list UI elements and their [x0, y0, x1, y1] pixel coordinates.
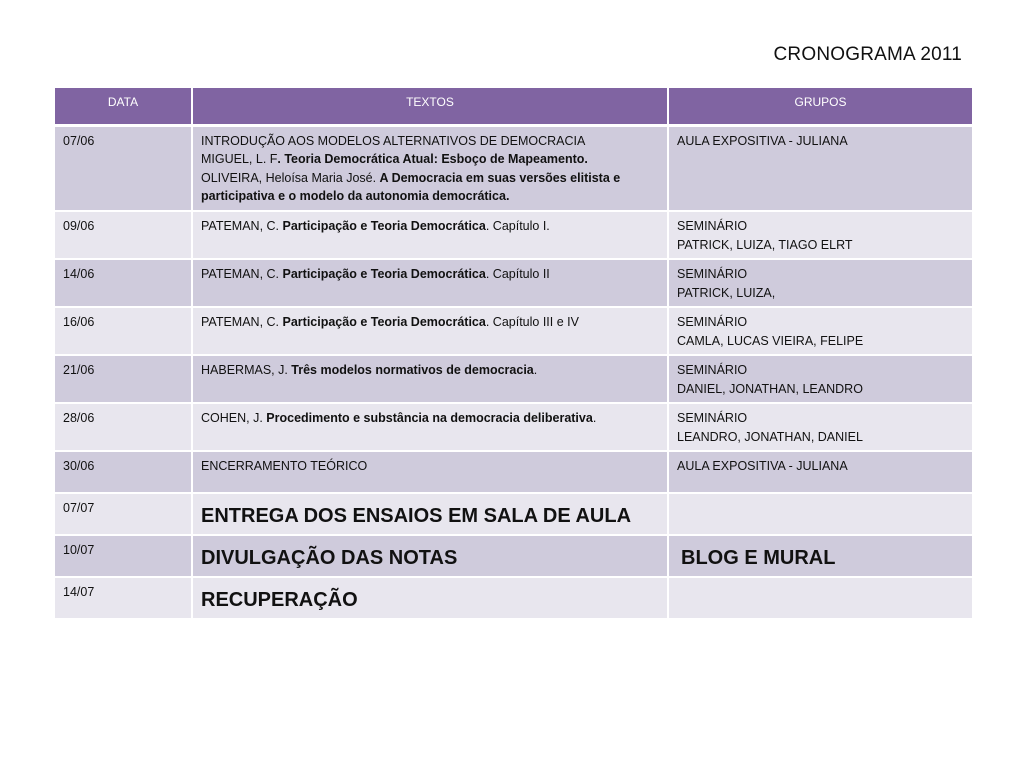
groups-cell — [668, 125, 973, 211]
header-date: DATA — [54, 87, 192, 125]
texts-cell — [192, 211, 668, 259]
texts-cell — [192, 355, 668, 403]
header-row — [54, 87, 973, 125]
group-line: AULA EXPOSITIVA - JULIANA — [677, 459, 848, 473]
groups-cell — [668, 259, 973, 307]
group-line: SEMINÁRIO — [677, 315, 748, 329]
date-cell: 07/07 — [54, 493, 192, 535]
group-line: DANIEL, JONATHAN, LEANDRO — [677, 381, 863, 396]
text-highlight: RECUPERAÇÃO — [201, 589, 358, 611]
text-suffix: . Capítulo III e IV — [485, 315, 579, 329]
text-suffix: . Capítulo I. — [485, 219, 550, 233]
text-highlight: DIVULGAÇÃO DAS NOTAS — [201, 547, 458, 569]
text-title: Três modelos normativos de democracia — [291, 363, 534, 377]
text-author: MIGUEL, L. F — [201, 152, 278, 166]
groups-cell — [668, 403, 973, 451]
texts-cell — [192, 125, 668, 211]
table-row — [54, 403, 973, 451]
table-row — [54, 451, 973, 493]
groups-cell — [668, 493, 973, 535]
text-author: PATEMAN, C. — [201, 267, 283, 281]
group-line: SEMINÁRIO — [677, 411, 748, 425]
date-cell: 10/07 — [54, 535, 192, 577]
groups-cell — [668, 577, 973, 619]
table-row — [54, 493, 973, 535]
text-author: PATEMAN, C. — [201, 219, 283, 233]
table-row — [54, 211, 973, 259]
table-row — [54, 535, 973, 577]
date-cell: 14/07 — [54, 577, 192, 619]
group-line: CAMLA, LUCAS VIEIRA, FELIPE — [677, 333, 864, 348]
date-cell: 16/06 — [54, 307, 192, 355]
texts-cell — [192, 307, 668, 355]
table-row — [54, 259, 973, 307]
texts-cell — [192, 577, 668, 619]
table-row — [54, 577, 973, 619]
text-suffix: . — [592, 411, 597, 425]
groups-cell — [668, 451, 973, 493]
group-line: PATRICK, LUIZA, TIAGO ELRT — [677, 237, 853, 252]
text-author: COHEN, J. — [201, 411, 267, 425]
groups-cell — [668, 307, 973, 355]
text-title: Participação e Teoria Democrática — [282, 219, 486, 233]
text-title: Participação e Teoria Democrática — [282, 267, 486, 281]
group-highlight: BLOG E MURAL — [681, 547, 836, 569]
table-row — [54, 307, 973, 355]
text-author: OLIVEIRA, Heloísa Maria José. — [201, 170, 380, 185]
group-line: AULA EXPOSITIVA - JULIANA — [677, 133, 848, 148]
page-title: CRONOGRAMA 2011 — [773, 44, 962, 65]
text-line: INTRODUÇÃO AOS MODELOS ALTERNATIVOS DE DEMOCRACIA — [201, 133, 586, 148]
table-row — [54, 355, 973, 403]
date-cell: 28/06 — [54, 403, 192, 451]
texts-cell — [192, 259, 668, 307]
text-suffix: . — [533, 363, 538, 377]
groups-cell — [668, 535, 973, 577]
groups-cell — [668, 211, 973, 259]
text-title: Procedimento e substância na democracia deliberativa — [266, 411, 593, 425]
table-row — [54, 125, 973, 211]
group-line: SEMINÁRIO — [677, 363, 748, 377]
schedule-table — [53, 86, 974, 620]
text-title: A Democracia em suas versões elitista e participativa e o modelo da autonomia democrática. — [201, 170, 621, 203]
group-line: SEMINÁRIO — [677, 219, 748, 233]
text-author: PATEMAN, C. — [201, 315, 283, 329]
group-line: LEANDRO, JONATHAN, DANIEL — [677, 429, 863, 444]
text-plain: ENCERRAMENTO TEÓRICO — [201, 459, 368, 473]
texts-cell — [192, 403, 668, 451]
texts-cell — [192, 451, 668, 493]
text-author: HABERMAS, J. — [201, 363, 292, 377]
text-title: Participação e Teoria Democrática — [282, 315, 486, 329]
text-title: . Teoria Democrática Atual: Esboço de Mapeamento. — [277, 152, 588, 166]
group-line: PATRICK, LUIZA, — [677, 285, 776, 300]
text-suffix: . Capítulo II — [485, 267, 550, 281]
group-line: SEMINÁRIO — [677, 267, 748, 281]
date-cell: 14/06 — [54, 259, 192, 307]
text-highlight: ENTREGA DOS ENSAIOS EM SALA DE AULA — [201, 505, 632, 527]
groups-cell — [668, 355, 973, 403]
date-cell: 21/06 — [54, 355, 192, 403]
date-cell: 07/06 — [54, 125, 192, 211]
texts-cell — [192, 535, 668, 577]
header-groups: GRUPOS — [668, 87, 973, 125]
date-cell: 30/06 — [54, 451, 192, 493]
date-cell: 09/06 — [54, 211, 192, 259]
header-texts: TEXTOS — [192, 87, 668, 125]
texts-cell — [192, 493, 668, 535]
